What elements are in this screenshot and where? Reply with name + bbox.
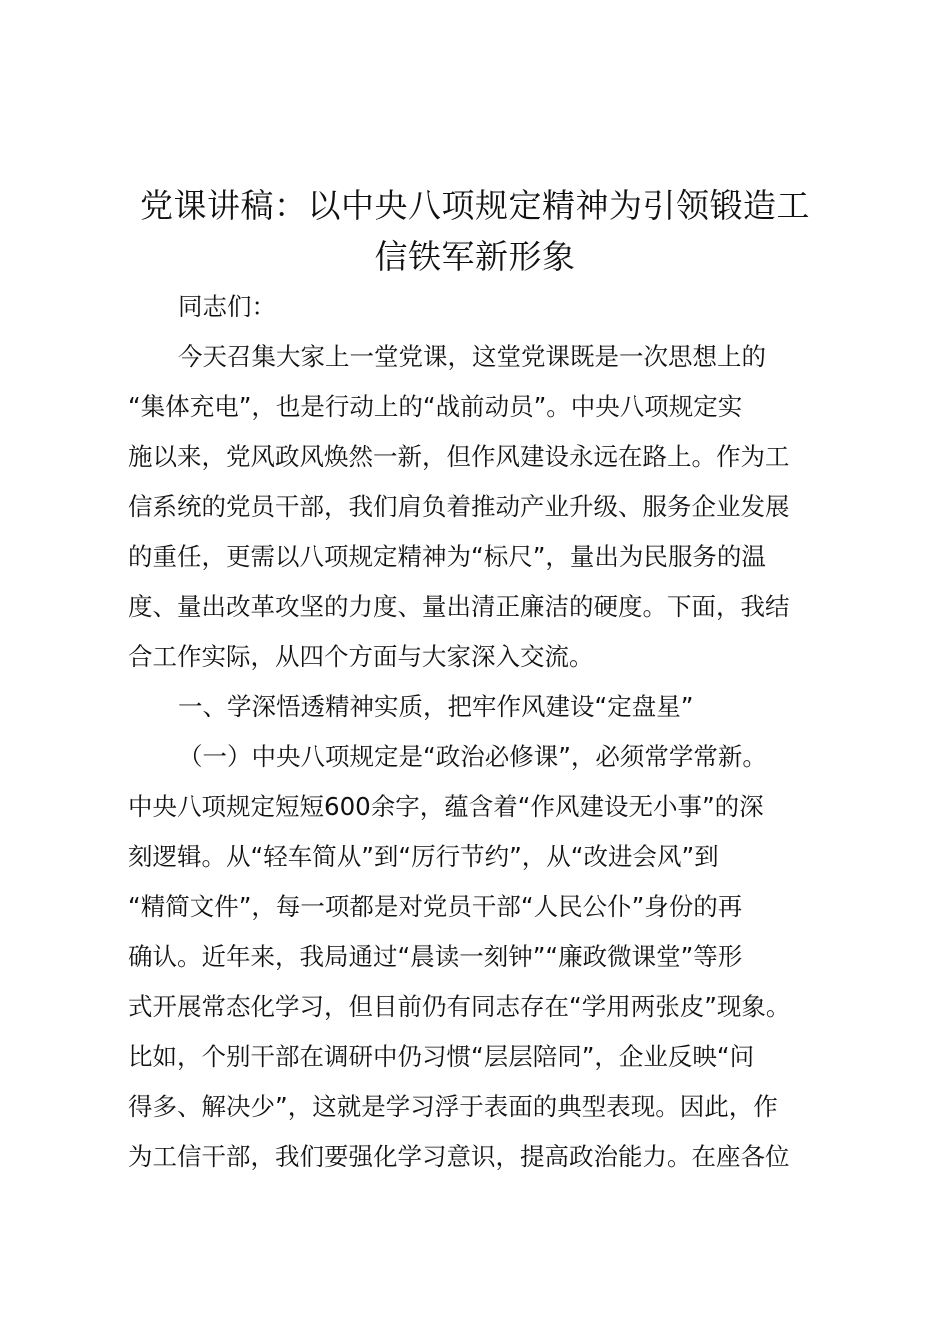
paragraph-line: 为工信干部，我们要强化学习意识，提高政治能力。在座各位 <box>128 1142 790 1171</box>
paragraph-line: 合工作实际，从四个方面与大家深入交流。 <box>128 642 594 671</box>
paragraph-line: 的重任，更需以八项规定精神为“标尺”，量出为民服务的温 <box>128 542 766 571</box>
salutation <box>128 282 833 332</box>
paragraph-line: 得多、解决少”，这就是学习浮于表面的典型表现。因此，作 <box>128 1092 778 1121</box>
document-body <box>128 282 833 1182</box>
salutation-text: 同志们： <box>178 292 276 321</box>
document-title <box>118 180 832 282</box>
section-heading-1 <box>128 682 833 732</box>
paragraph-line: “精简文件”，每一项都是对党员干部“人民公仆”身份的再 <box>128 892 743 921</box>
paragraph-line: 确认。近年来，我局通过“晨读一刻钟”“廉政微课堂”等形 <box>128 942 743 971</box>
paragraph-line: 今天召集大家上一堂党课，这堂党课既是一次思想上的 <box>178 342 766 371</box>
section-heading-text: 一、学深悟透精神实质，把牢作风建设“定盘星” <box>178 692 694 721</box>
paragraph-line: 比如，个别干部在调研中仍习惯“层层陪同”，企业反映“问 <box>128 1042 755 1071</box>
paragraph-line: 中央八项规定短短600余字，蕴含着“作风建设无小事”的深 <box>128 792 764 821</box>
paragraph-line: 式开展常态化学习，但目前仍有同志存在“学用两张皮”现象。 <box>128 992 791 1021</box>
paragraph-line: 施以来，党风政风焕然一新，但作风建设永远在路上。作为工 <box>128 442 790 471</box>
paragraph-line: 刻逻辑。从“轻车简从”到“厉行节约”，从“改进会风”到 <box>128 842 719 871</box>
paragraph-section-1-1 <box>128 732 833 1182</box>
document-title-line-2: 信铁军新形象 <box>374 237 576 276</box>
paragraph-intro <box>128 332 833 682</box>
paragraph-line: 信系统的党员干部，我们肩负着推动产业升级、服务企业发展 <box>128 492 790 521</box>
paragraph-line: 度、量出改革攻坚的力度、量出清正廉洁的硬度。下面，我结 <box>128 592 790 621</box>
paragraph-line: “集体充电”，也是行动上的“战前动员”。中央八项规定实 <box>128 392 743 421</box>
paragraph-line: （一）中央八项规定是“政治必修课”，必须常学常新。 <box>178 742 767 771</box>
document-title-line-1: 党课讲稿：以中央八项规定精神为引领锻造工 <box>140 186 810 225</box>
